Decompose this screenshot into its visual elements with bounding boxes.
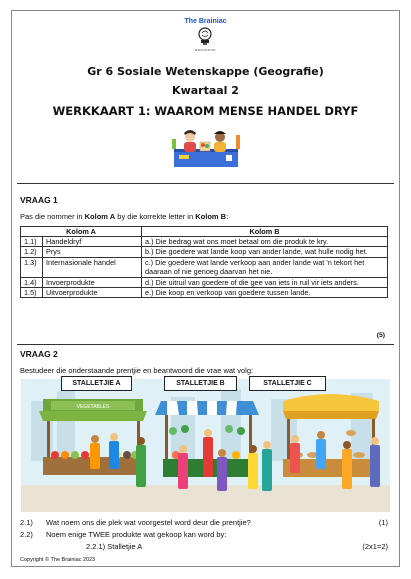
column-header-b: Kolom B	[142, 227, 388, 237]
table-header-row	[21, 227, 388, 237]
section-divider	[17, 344, 394, 345]
trade-illustration	[170, 125, 242, 169]
instr-text: Pas die nommer in	[20, 212, 85, 221]
row-number: 1.1)	[21, 237, 43, 247]
question-number: 2.2)	[20, 530, 33, 539]
instr-kolom-a: Kolom A	[84, 212, 116, 221]
stall-label-c: STALLETJIE C	[249, 376, 326, 391]
question-1-heading: VRAAG 1	[20, 195, 58, 205]
instr-kolom-b: Kolom B	[195, 212, 227, 221]
column-b-definition: c.) Die goedere wat lande verkoop aan ander lande wat 'n tekort het daaraan of nie genoeg daarvan het nie.	[142, 257, 388, 277]
matching-table	[20, 226, 388, 298]
column-b-definition: d.) Die uitruil van goedere of die gee van iets in ruil vir iets anders.	[142, 277, 388, 287]
sub-question-text: 2.2.1) Stalletjie A	[86, 542, 143, 551]
page-title-subject: Gr 6 Sosiale Wetenskappe (Geografie)	[87, 65, 324, 78]
brand-name: The Brainiac	[184, 18, 227, 25]
table-row	[21, 277, 388, 287]
instr-text: by die korrekte letter in	[115, 212, 196, 221]
column-b-definition: a.) Die bedrag wat ons moet betaal om die produk te kry.	[142, 237, 388, 247]
market-scene-illustration	[21, 379, 390, 512]
row-number: 1.5)	[21, 288, 43, 298]
column-a-term: Prys	[43, 247, 142, 257]
vegetables-sign: VEGETABLES	[76, 404, 110, 410]
question-2-heading: VRAAG 2	[20, 349, 58, 359]
table-row	[21, 257, 388, 277]
column-a-term: Handeldryf	[43, 237, 142, 247]
question-text: Noem enige TWEE produkte wat gekoop kan word by:	[46, 530, 227, 539]
row-number: 1.4)	[21, 277, 43, 287]
question-2-instruction: Bestudeer die onderstaande prentjie en beantwoord die vrae wat volg:	[20, 366, 254, 375]
copyright-footer: Copyright © The Brainiac 2023	[20, 557, 96, 563]
column-a-term: Uitvoerprodukte	[43, 288, 142, 298]
page-title-worksheet: WERKKAART 1: WAAROM MENSE HANDEL DRYF	[52, 104, 359, 118]
instr-text: :	[226, 212, 229, 221]
page-title-term: Kwartaal 2	[172, 84, 239, 97]
stall-label-a: STALLETJIE A	[61, 376, 132, 391]
brainiac-logo	[196, 27, 214, 47]
question-1-marks: (5)	[376, 332, 385, 339]
column-b-definition: b.) Die goedere wat lande koop van ander lande, wat hulle nodig het.	[142, 247, 388, 257]
logo-caption: EDUCATION	[195, 48, 216, 52]
table-row	[21, 247, 388, 257]
column-b-definition: e.) Die koop en verkoop van goedere tussen lande.	[142, 288, 388, 298]
row-number: 1.3)	[21, 257, 43, 277]
question-marks: (1)	[378, 518, 388, 527]
column-a-term: Invoerprodukte	[43, 277, 142, 287]
question-number: 2.1)	[20, 518, 33, 527]
column-a-term: Internasionale handel	[43, 257, 142, 277]
question-1-instruction	[20, 212, 228, 221]
section-divider	[17, 183, 394, 184]
column-header-a: Kolom A	[21, 227, 142, 237]
sub-question-marks: (2x1=2)	[362, 542, 388, 551]
table-row	[21, 237, 388, 247]
question-text: Wat noem ons die plek wat voorgestel word deur die prentjie?	[46, 518, 251, 527]
stall-label-b: STALLETJIE B	[164, 376, 237, 391]
table-row	[21, 288, 388, 298]
row-number: 1.2)	[21, 247, 43, 257]
